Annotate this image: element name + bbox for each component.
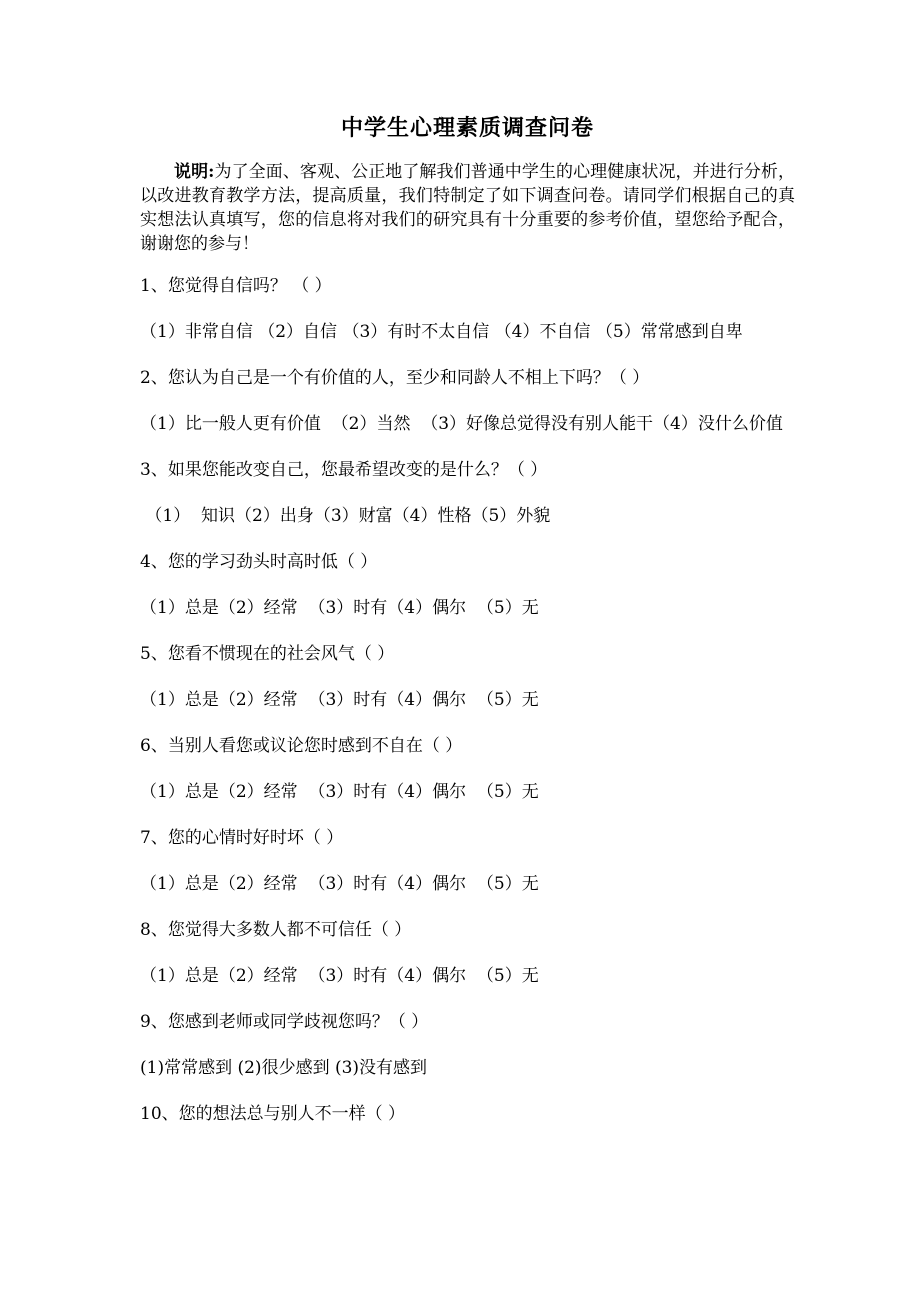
document-content [140, 112, 795, 1148]
options-9: (1)常常感到 (2)很少感到 (3)没有感到 [140, 1058, 428, 1078]
intro-paragraph [140, 160, 795, 256]
options-6: （1）总是（2）经常 （3）时有（4）偶尔 （5）无 [140, 782, 539, 802]
options-3: （1） 知识（2）出身（3）财富（4）性格（5）外貌 [140, 506, 551, 526]
question-8: 8、您觉得大多数人都不可信任（ ） [140, 920, 412, 940]
question-1: 1、您觉得自信吗？ （ ） [140, 276, 332, 296]
options-4: （1）总是（2）经常 （3）时有（4）偶尔 （5）无 [140, 598, 539, 618]
question-10: 10、您的想法总与别人不一样（ ） [140, 1104, 406, 1124]
options-5: （1）总是（2）经常 （3）时有（4）偶尔 （5）无 [140, 690, 539, 710]
question-5: 5、您看不惯现在的社会风气（ ） [140, 644, 395, 664]
intro-label: 说明: [174, 162, 215, 182]
question-2: 2、您认为自己是一个有价值的人，至少和同龄人不相上下吗？（ ） [140, 368, 650, 388]
options-1: （1）非常自信 （2）自信 （3）有时不太自信 （4）不自信 （5）常常感到自卑 [140, 322, 743, 342]
options-2: （1）比一般人更有价值 （2）当然 （3）好像总觉得没有别人能干（4）没什么价值 [140, 414, 783, 434]
question-6: 6、当别人看您或议论您时感到不自在（ ） [140, 736, 463, 756]
options-7: （1）总是（2）经常 （3）时有（4）偶尔 （5）无 [140, 874, 539, 894]
question-7: 7、您的心情时好时坏（ ） [140, 828, 344, 848]
intro-text: 为了全面、客观、公正地了解我们普通中学生的心理健康状况，并进行分析，以改进教育教学方法，提高质量，我们特制定了如下调查问卷。请同学们根据自己的真实想法认真填写，您的信息将对我们的研究具有十分重要的参考价值，望您给予配合，谢谢您的参与！ [140, 162, 796, 254]
question-4: 4、您的学习劲头时高时低（ ） [140, 552, 378, 572]
document-title: 中学生心理素质调查问卷 [340, 115, 594, 141]
options-8: （1）总是（2）经常 （3）时有（4）偶尔 （5）无 [140, 966, 539, 986]
question-9: 9、您感到老师或同学歧视您吗？（ ） [140, 1012, 429, 1032]
question-3: 3、如果您能改变自己，您最希望改变的是什么？（ ） [140, 460, 548, 480]
